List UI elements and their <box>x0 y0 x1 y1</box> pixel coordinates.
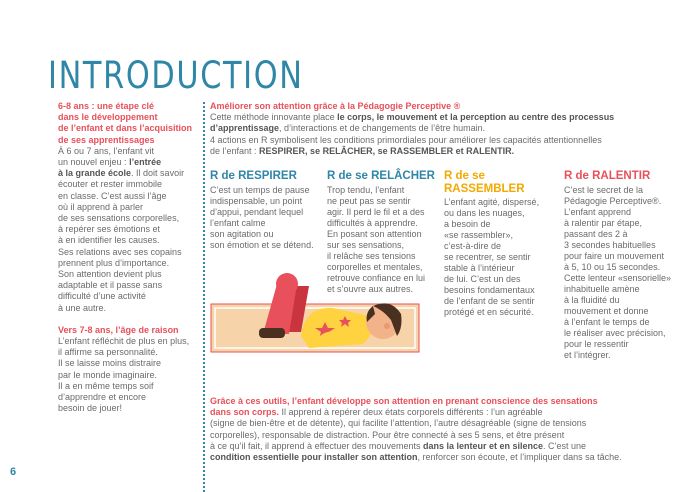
intro-block <box>210 101 680 157</box>
section-heading-6-8: 6-8 ans : une étape clé dans le développement de l’enfant et dans l’acquisition de ses apprentissages <box>58 101 193 145</box>
left-column <box>58 101 198 414</box>
page-title: INTRODUCTION <box>48 54 304 97</box>
action-heading: R de RESPIRER <box>210 170 297 182</box>
page-number: 6 <box>10 466 17 478</box>
action-respirer: R de RESPIRER C’est un temps de pause indispensable, un point d’appui, pendant lequel l’enfant calme son agitation ou son émotion et se détend. <box>210 170 325 251</box>
action-heading: R de RALENTIR <box>564 170 651 182</box>
bottom-paragraph: Grâce à ces outils, l’enfant développe son attention en prenant conscience des sensations dans son corps. Il apprend à repérer deux états corporels différents : l’un agréable (signe de bien-être et de détente), qui facilite l’attention, l’autre désagréable (signe de tensions corporelles), responsable de distraction. Pour être connecté à ses 5 sens, et être présent à ce qu’il fait, il apprend à effectuer des mouvements dans la lenteur et en silence. C’est une condition essentielle pour installer son attention, renforcer son écoute, et l’impliquer dans sa tâche. <box>210 396 622 463</box>
section-body-6-8: À 6 ou 7 ans, l’enfant vit un nouvel enjeu : l’entrée à la grande école. Il doit savoir écouter et rester immobile en classe. C’est aussi l’âge où il apprend à parler de ses sensations corporelles, à repérer ses émotions et à en identifier les causes. Ses relations avec ses copains prennent plus d’importance. Son attention devient plus adaptable et il passe sans difficulté d’une activité à une autre. <box>58 145 185 313</box>
section-heading-7-8: Vers 7-8 ans, l’âge de raison <box>58 324 179 335</box>
action-heading: R de se RELÂCHER <box>327 170 435 182</box>
child-lying-illustration <box>205 262 427 362</box>
action-ralentir: R de RALENTIR C’est le secret de la Pédagogie Perceptive®. L’enfant apprend à ralentir par étape, passant des 2 à 3 secondes habituelles pour faire un mouvement à 5, 10 ou 15 secondes. Cette lenteur «sensorielle» inhabituelle amène à la fluidité du mouvement et donne à l’enfant le temps de le réaliser avec précision, pour le ressentir et l’intégrer. <box>564 170 694 361</box>
section-body-7-8: L’enfant réfléchit de plus en plus, il affirme sa personnalité. Il se laisse moins distraire par le monde imaginaire. Il a en même temps soif d’apprendre et encore besoin de jouer! <box>58 336 190 414</box>
intro-body: Cette méthode innovante place le corps, le mouvement et la perception au centre des processus d’apprentissage, d’interactions et de changements de l’être humain. 4 actions en R symbolisent les conditions primordiales pour améliorer les capacités attentionnelles de l’enfant : RESPIRER, se RELÂCHER, se RASSEMBLER et RALENTIR. <box>210 112 615 156</box>
intro-heading: Améliorer son attention grâce à la Pédagogie Perceptive ® <box>210 101 461 111</box>
action-rassembler: R de se RASSEMBLER L’enfant agité, dispersé, ou dans les nuages, a besoin de «se rassembler», c’est-à-dire de se recentrer, se sentir stable à l’intérieur de lui. C’est un des besoins fondamentaux de l’enfant de se sentir protégé et en sécurité. <box>444 170 556 318</box>
action-relacher: R de se RELÂCHER Trop tendu, l’enfant ne peut pas se sentir agir. Il perd le fil et a des difficultés à apprendre. En posant son attention sur ses sensations, il relâche ses tensions corporelles et mentales, retrouve confiance en lui et s’ouvre aux autres. <box>327 170 439 295</box>
action-heading: R de se RASSEMBLER <box>444 170 525 195</box>
